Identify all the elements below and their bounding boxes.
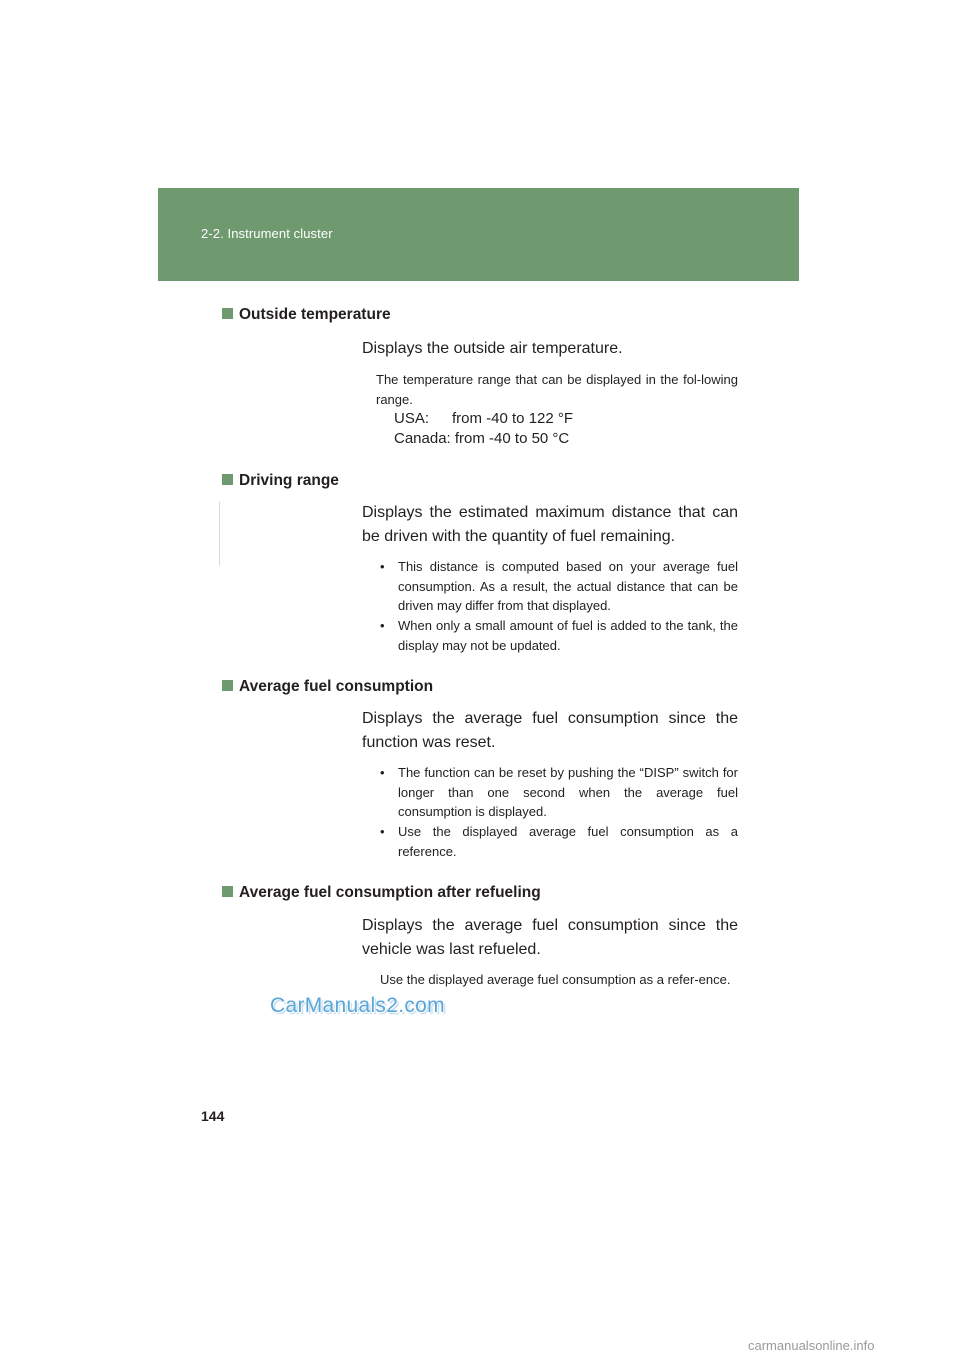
range-value: from -40 to 122 °F	[452, 410, 574, 427]
heading-text: Average fuel consumption after refueling	[239, 884, 541, 901]
bullet-text: Use the displayed average fuel consumption as a reference.	[398, 824, 738, 859]
heading-text: Average fuel consumption	[239, 678, 434, 695]
range-row-canada	[394, 429, 569, 449]
body-outside-temperature: Displays the outside air temperature.	[362, 340, 623, 357]
range-value: from -40 to 50 °C	[454, 430, 570, 447]
range-label: USA:	[394, 410, 430, 427]
bullet-dot: •	[380, 618, 385, 633]
heading-average-fuel-after-refueling	[222, 884, 541, 902]
bullet-item	[380, 822, 738, 861]
bullet-text: When only a small amount of fuel is added to the tank, the display may not be updated.	[398, 618, 738, 653]
watermark-logo: CarManuals2.com	[270, 994, 445, 1017]
bullet-dot: •	[380, 559, 385, 574]
footer-watermark: carmanualsonline.info	[748, 1338, 875, 1353]
bullet-item	[380, 616, 738, 655]
range-row-usa	[394, 409, 573, 429]
section-title: 2-2. Instrument cluster	[201, 226, 333, 241]
heading-square-icon	[222, 680, 233, 691]
heading-square-icon	[222, 474, 233, 485]
heading-outside-temperature	[222, 306, 391, 324]
bullet-item	[380, 763, 738, 822]
body-driving-range: Displays the estimated maximum distance that can be driven with the quantity of fuel remaining.	[362, 504, 738, 545]
bullet-dot: •	[380, 765, 385, 780]
heading-driving-range	[222, 472, 339, 490]
bullet-text: This distance is computed based on your average fuel consumption. As a result, the actual distance that can be driven may differ from that displayed.	[398, 559, 738, 613]
note-reference: Use the displayed average fuel consumption as a refer-ence.	[380, 972, 731, 987]
heading-text: Driving range	[239, 472, 339, 489]
body-average-fuel-after-refueling: Displays the average fuel consumption since the vehicle was last refueled.	[362, 917, 738, 958]
heading-text: Outside temperature	[239, 306, 391, 323]
bullet-dot: •	[380, 824, 385, 839]
note-temperature-range: The temperature range that can be displayed in the fol-lowing range.	[376, 372, 738, 407]
body-average-fuel-consumption: Displays the average fuel consumption since the function was reset.	[362, 710, 738, 751]
heading-average-fuel-consumption	[222, 678, 433, 696]
heading-square-icon	[222, 308, 233, 319]
divider-line	[219, 502, 220, 566]
bullet-item	[380, 557, 738, 616]
heading-square-icon	[222, 886, 233, 897]
range-label: Canada:	[394, 430, 451, 447]
page-number: 144	[201, 1108, 225, 1124]
bullet-text: The function can be reset by pushing the “DISP” switch for longer than one second when the average fuel consumption is displayed.	[398, 765, 738, 819]
